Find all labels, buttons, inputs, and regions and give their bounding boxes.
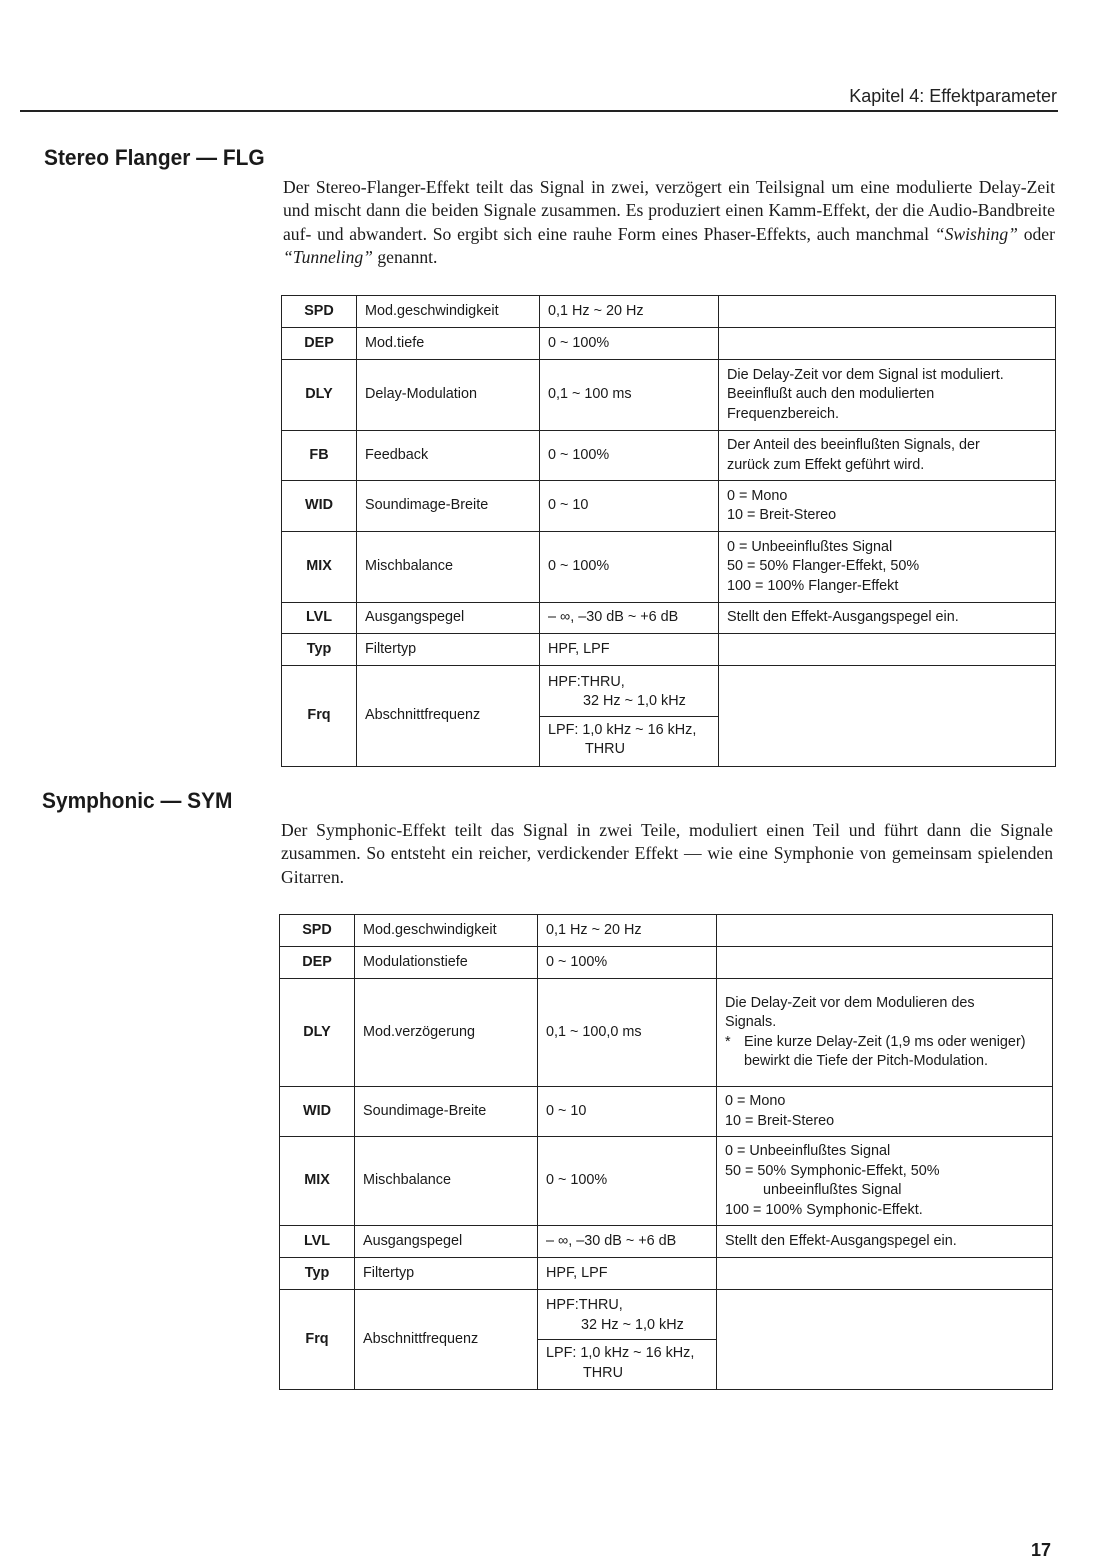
param-range: – ∞, –30 dB ~ +6 dB	[540, 603, 719, 634]
param-desc	[719, 634, 1056, 666]
param-range: – ∞, –30 dB ~ +6 dB	[538, 1226, 717, 1258]
param-desc: Stellt den Effekt-Ausgangspegel ein.	[717, 1226, 1053, 1258]
hpf-line: HPF:THRU,	[546, 1297, 623, 1313]
table-row	[282, 360, 1056, 431]
param-desc	[719, 666, 1056, 767]
hpf-line: HPF:THRU,	[548, 673, 625, 690]
param-range: 0 ~ 100%	[538, 1137, 717, 1226]
param-name: Soundimage-Breite	[357, 481, 540, 532]
page-number: 17	[1030, 1540, 1051, 1560]
param-abbr: LVL	[282, 603, 357, 634]
symphonic-parameter-table	[279, 914, 1053, 1390]
table-row	[280, 915, 1053, 947]
param-range: HPF, LPF	[540, 634, 719, 666]
flanger-intro-end: genannt.	[372, 246, 438, 267]
param-abbr: Frq	[280, 1290, 355, 1390]
param-abbr: Frq	[282, 666, 357, 767]
param-range	[540, 666, 719, 767]
table-row	[282, 603, 1056, 634]
param-name: Filtertyp	[357, 634, 540, 666]
param-abbr: FB	[282, 431, 357, 481]
flanger-intro-oder: oder	[1017, 223, 1055, 244]
param-name: Ausgangspegel	[355, 1226, 538, 1258]
param-name: Mischbalance	[357, 532, 540, 603]
symphonic-intro: Der Symphonic-Effekt teilt das Signal in zwei Teile, moduliert einen Teil und führt dann die Signale zusammen. So entsteht ein reicher, verdickender Effekt — wie eine Symphonie von gemeinsam spielenden Gitarren.	[281, 820, 1053, 887]
hpf-line: 32 Hz ~ 1,0 kHz	[583, 693, 686, 709]
flanger-parameter-table	[281, 295, 1056, 767]
hpf-line: 32 Hz ~ 1,0 kHz	[581, 1316, 684, 1333]
desc-line: Signals.	[725, 1014, 777, 1030]
desc-line: Beeinflußt auch den modulierten	[727, 386, 935, 403]
table-row	[282, 328, 1056, 360]
param-name: Abschnittfrequenz	[355, 1290, 538, 1390]
param-desc	[717, 947, 1053, 979]
param-desc	[719, 360, 1056, 431]
table-row	[282, 634, 1056, 666]
param-name: Filtertyp	[355, 1258, 538, 1290]
lpf-line: THRU	[583, 1364, 623, 1381]
param-abbr: Typ	[282, 634, 357, 666]
param-desc	[719, 328, 1056, 360]
param-desc	[717, 915, 1053, 947]
param-abbr: DLY	[280, 979, 355, 1087]
table-row	[282, 666, 1056, 767]
param-range: HPF, LPF	[538, 1258, 717, 1290]
param-name: Mod.verzögerung	[355, 979, 538, 1087]
param-range: 0 ~ 10	[540, 481, 719, 532]
lpf-line: LPF: 1,0 kHz ~ 16 kHz,	[548, 721, 697, 738]
param-range: 0 ~ 100%	[540, 431, 719, 481]
lpf-line: LPF: 1,0 kHz ~ 16 kHz,	[546, 1345, 695, 1361]
param-range: 0 ~ 100%	[540, 328, 719, 360]
desc-line: Die Delay-Zeit vor dem Modulieren des	[725, 994, 975, 1011]
param-abbr: DLY	[282, 360, 357, 431]
desc-note-text: Eine kurze Delay-Zeit (1,9 ms oder weniger) bewirkt die Tiefe der Pitch-Modulation.	[744, 1033, 1026, 1069]
chapter-header: Kapitel 4: Effektparameter	[849, 86, 1057, 106]
param-abbr: DEP	[280, 947, 355, 979]
desc-line: 50 = 50% Flanger-Effekt, 50%	[727, 558, 920, 575]
param-name: Feedback	[357, 431, 540, 481]
table-row	[280, 947, 1053, 979]
desc-line: 0 = Mono	[725, 1093, 786, 1109]
desc-line: 100 = 100% Flanger-Effekt	[727, 577, 899, 594]
desc-line: 10 = Breit-Stereo	[727, 507, 837, 523]
param-name: Abschnittfrequenz	[357, 666, 540, 767]
table-row	[280, 1290, 1053, 1390]
desc-line: Frequenzbereich.	[727, 405, 839, 422]
lpf-range	[538, 1340, 716, 1386]
param-name: Modulationstiefe	[355, 947, 538, 979]
flanger-intro	[283, 176, 1055, 269]
param-range: 0,1 ~ 100 ms	[540, 360, 719, 431]
desc-line: unbeeinflußtes Signal	[763, 1182, 902, 1198]
desc-line: Der Anteil des beeinflußten Signals, der	[727, 437, 980, 453]
desc-line: zurück zum Effekt geführt wird.	[727, 456, 925, 473]
desc-note	[725, 1033, 1044, 1072]
param-abbr: LVL	[280, 1226, 355, 1258]
table-row	[282, 481, 1056, 532]
table-row	[280, 1258, 1053, 1290]
desc-line: 50 = 50% Symphonic-Effekt, 50%	[725, 1162, 940, 1179]
desc-line: 100 = 100% Symphonic-Effekt.	[725, 1201, 923, 1218]
param-name: Mod.geschwindigkeit	[355, 915, 538, 947]
flanger-intro-tunneling: “Tunneling”	[283, 246, 373, 267]
param-name: Mod.geschwindigkeit	[357, 296, 540, 328]
desc-line: 0 = Mono	[727, 487, 788, 504]
param-desc	[719, 532, 1056, 603]
param-desc	[719, 296, 1056, 328]
table-row	[282, 296, 1056, 328]
param-range: 0 ~ 100%	[538, 947, 717, 979]
table-row	[280, 1137, 1053, 1226]
param-desc	[717, 1137, 1053, 1226]
lpf-line: THRU	[585, 741, 625, 757]
param-range: 0 ~ 10	[538, 1087, 717, 1137]
param-range: 0,1 ~ 100,0 ms	[538, 979, 717, 1087]
param-abbr: WID	[282, 481, 357, 532]
param-desc	[719, 481, 1056, 532]
param-range	[538, 1290, 717, 1390]
param-desc	[717, 1290, 1053, 1390]
param-abbr: MIX	[280, 1137, 355, 1226]
param-abbr: MIX	[282, 532, 357, 603]
flanger-intro-text: Der Stereo-Flanger-Effekt teilt das Signal in zwei, verzögert ein Teilsignal um eine modulierte Delay-Zeit und mischt dann die beiden Signale zusammen. Es produziert einen Kamm-Effekt, der die Audio-Bandbreite auf- und abwandert. So ergibt sich eine rauhe Form eines Phaser-Effekts, auch manchmal	[283, 177, 1055, 244]
param-desc	[717, 1087, 1053, 1137]
param-range: 0,1 Hz ~ 20 Hz	[540, 296, 719, 328]
table-row	[280, 979, 1053, 1087]
param-name: Soundimage-Breite	[355, 1087, 538, 1137]
param-range: 0 ~ 100%	[540, 532, 719, 603]
param-desc: Stellt den Effekt-Ausgangspegel ein.	[719, 603, 1056, 634]
desc-line: 0 = Unbeeinflußtes Signal	[727, 538, 893, 555]
flanger-intro-swishing: “Swishing”	[934, 223, 1018, 244]
param-abbr: Typ	[280, 1258, 355, 1290]
param-name: Ausgangspegel	[357, 603, 540, 634]
lpf-range	[540, 717, 718, 763]
param-abbr: SPD	[280, 915, 355, 947]
desc-line: 10 = Breit-Stereo	[725, 1112, 835, 1129]
param-name: Delay-Modulation	[357, 360, 540, 431]
table-row	[280, 1087, 1053, 1137]
param-name: Mischbalance	[355, 1137, 538, 1226]
symphonic-section-title: Symphonic — SYM	[42, 788, 233, 813]
flanger-section-title: Stereo Flanger — FLG	[44, 145, 265, 170]
param-desc	[719, 431, 1056, 481]
header-rule	[20, 110, 1058, 112]
param-abbr: WID	[280, 1087, 355, 1137]
param-range: 0,1 Hz ~ 20 Hz	[538, 915, 717, 947]
table-row	[282, 431, 1056, 481]
table-row	[282, 532, 1056, 603]
param-desc	[717, 1258, 1053, 1290]
hpf-range	[540, 670, 718, 717]
desc-line: 0 = Unbeeinflußtes Signal	[725, 1143, 891, 1159]
param-name: Mod.tiefe	[357, 328, 540, 360]
asterisk: *	[725, 1033, 731, 1050]
hpf-range	[538, 1293, 716, 1340]
desc-line: Die Delay-Zeit vor dem Signal ist moduliert.	[727, 366, 1004, 383]
param-abbr: DEP	[282, 328, 357, 360]
param-desc	[717, 979, 1053, 1087]
param-abbr: SPD	[282, 296, 357, 328]
table-row	[280, 1226, 1053, 1258]
